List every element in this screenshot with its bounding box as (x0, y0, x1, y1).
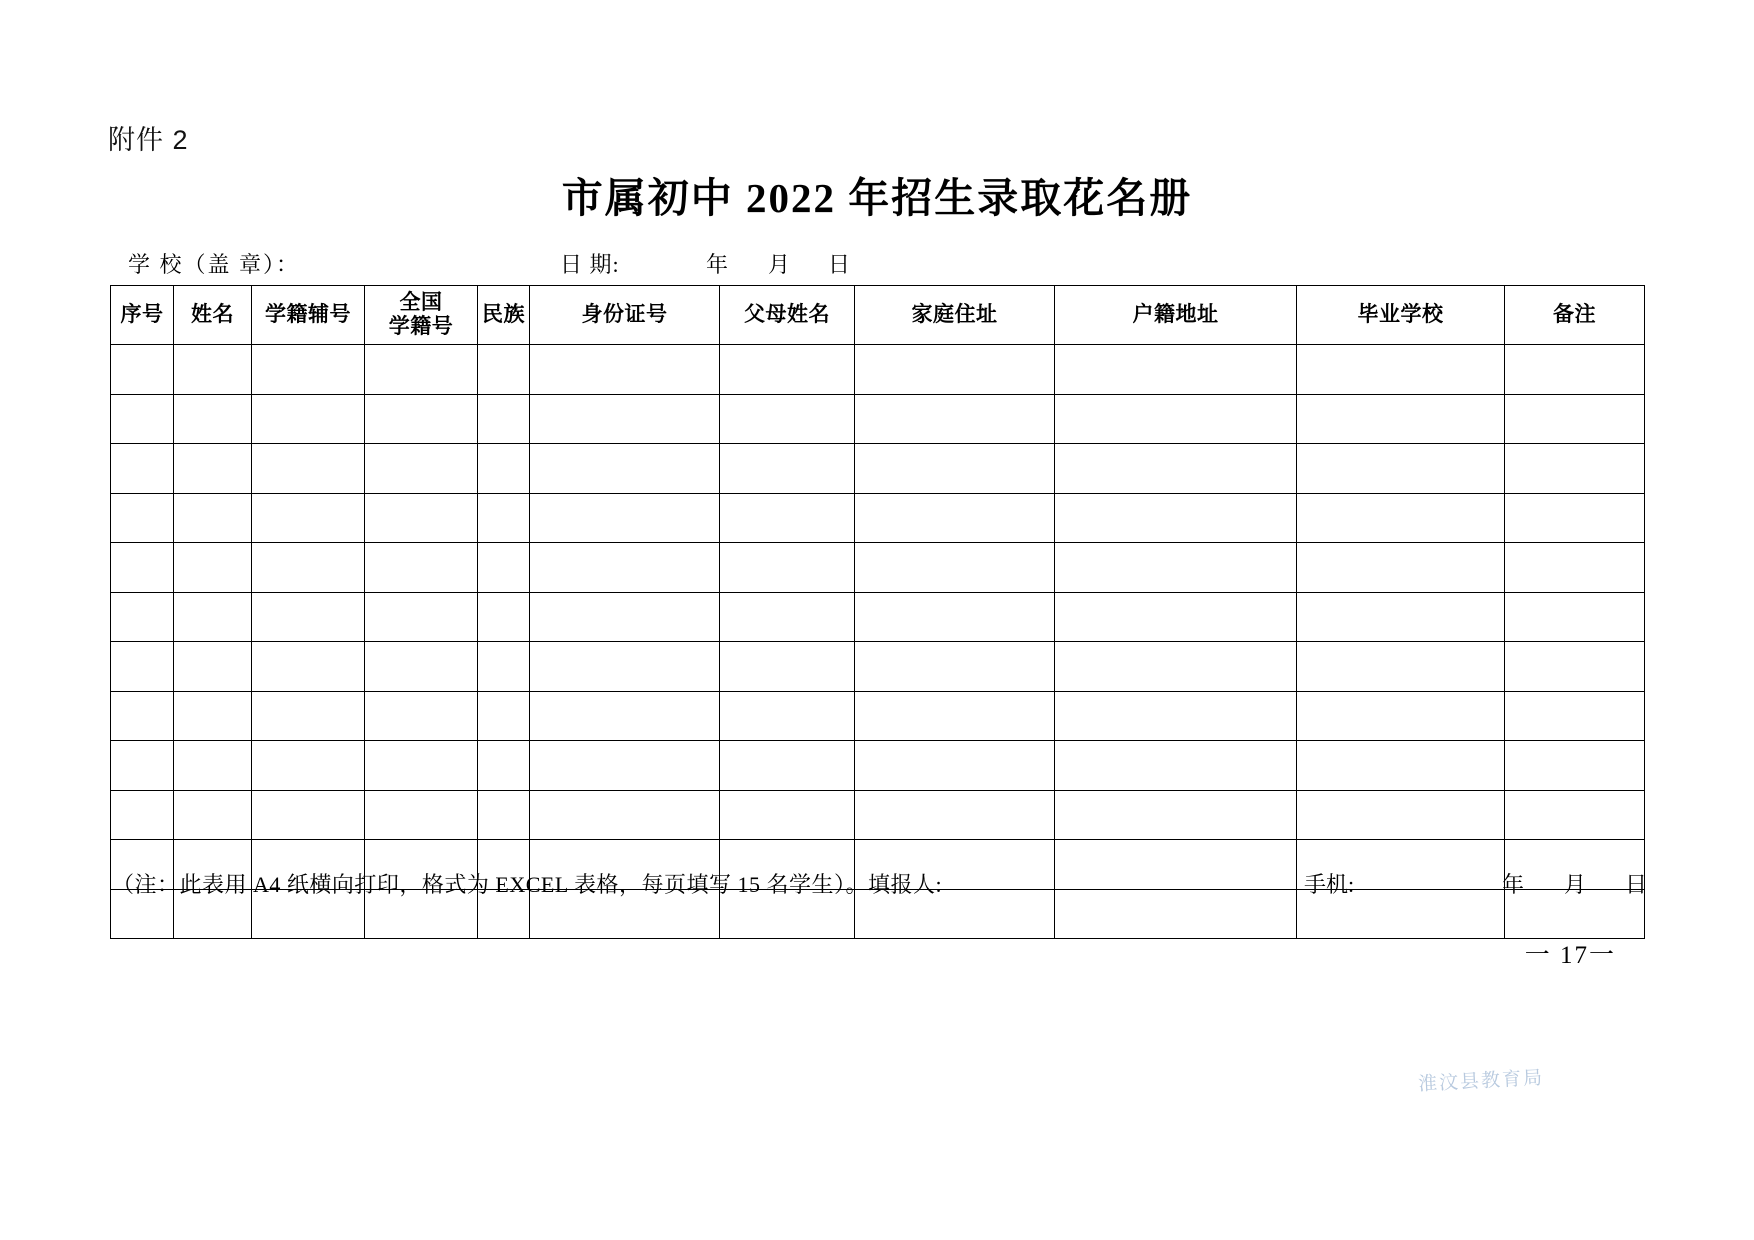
table-cell[interactable] (252, 345, 365, 395)
table-cell[interactable] (1055, 691, 1297, 741)
table-cell[interactable] (1505, 642, 1645, 692)
table-cell[interactable] (855, 444, 1055, 494)
table-row (111, 444, 1645, 494)
column-header-home-address: 家庭住址 (855, 286, 1055, 345)
school-seal-label: 学 校（盖 章）： (128, 252, 301, 277)
table-cell[interactable] (252, 691, 365, 741)
table-cell[interactable] (365, 691, 478, 741)
table-cell[interactable] (1055, 493, 1297, 543)
table-cell[interactable] (1055, 790, 1297, 840)
table-cell[interactable] (365, 394, 478, 444)
table-cell[interactable] (855, 394, 1055, 444)
table-cell[interactable] (111, 444, 174, 494)
table-cell[interactable] (252, 493, 365, 543)
table-cell[interactable] (174, 691, 252, 741)
date-label: 日 期: (560, 252, 620, 277)
table-cell[interactable] (855, 642, 1055, 692)
table-cell[interactable] (365, 741, 478, 791)
table-cell[interactable] (174, 444, 252, 494)
table-cell[interactable] (855, 790, 1055, 840)
table-cell[interactable] (111, 691, 174, 741)
table-cell[interactable] (530, 543, 720, 593)
table-cell[interactable] (1297, 691, 1505, 741)
table-cell[interactable] (1297, 741, 1505, 791)
table-cell[interactable] (111, 592, 174, 642)
table-cell[interactable] (530, 493, 720, 543)
table-cell[interactable] (111, 394, 174, 444)
column-header-parent-name: 父母姓名 (720, 286, 855, 345)
table-row (111, 394, 1645, 444)
table-cell[interactable] (855, 741, 1055, 791)
table-cell[interactable] (1055, 444, 1297, 494)
footnote-phone-label: 手机: (1304, 872, 1355, 897)
table-cell[interactable] (365, 642, 478, 692)
table-cell[interactable] (1505, 444, 1645, 494)
table-cell[interactable] (720, 790, 855, 840)
table-row (111, 345, 1645, 395)
table-cell[interactable] (111, 790, 174, 840)
table-cell[interactable] (174, 394, 252, 444)
column-header-graduated-school: 毕业学校 (1297, 286, 1505, 345)
table-cell[interactable] (530, 394, 720, 444)
table-row (111, 790, 1645, 840)
table-cell[interactable] (530, 790, 720, 840)
table-cell[interactable] (1505, 592, 1645, 642)
table-cell[interactable] (720, 444, 855, 494)
table-cell[interactable] (478, 741, 530, 791)
table-cell[interactable] (174, 642, 252, 692)
table-cell[interactable] (478, 345, 530, 395)
table-cell[interactable] (1505, 493, 1645, 543)
column-header-student-sub-id: 学籍辅号 (252, 286, 365, 345)
page-number: 一 17一 (1524, 942, 1616, 969)
table-cell[interactable] (174, 741, 252, 791)
table-cell[interactable] (365, 493, 478, 543)
table-cell[interactable] (1055, 543, 1297, 593)
table-cell[interactable] (530, 345, 720, 395)
attachment-label: 附件 2 (108, 125, 189, 155)
table-cell[interactable] (478, 691, 530, 741)
table-cell[interactable] (1297, 444, 1505, 494)
table-cell[interactable] (1505, 543, 1645, 593)
table-cell[interactable] (1505, 345, 1645, 395)
table-row (111, 592, 1645, 642)
table-cell[interactable] (111, 543, 174, 593)
table-cell[interactable] (720, 345, 855, 395)
table-cell[interactable] (1055, 741, 1297, 791)
roster-table-body (111, 345, 1648, 939)
table-cell[interactable] (720, 741, 855, 791)
table-cell[interactable] (1055, 394, 1297, 444)
table-cell[interactable] (478, 493, 530, 543)
table-cell[interactable] (365, 790, 478, 840)
table-cell[interactable] (530, 691, 720, 741)
table-row (111, 741, 1645, 791)
table-cell[interactable] (174, 493, 252, 543)
table-cell[interactable] (720, 642, 855, 692)
table-cell[interactable] (530, 444, 720, 494)
table-cell[interactable] (1297, 394, 1505, 444)
table-cell[interactable] (530, 741, 720, 791)
footnote-day-unit: 日 (1625, 872, 1648, 897)
footnote-row (112, 868, 1652, 900)
table-cell[interactable] (1297, 543, 1505, 593)
watermark: 淮汶县教育局 (1417, 1067, 1545, 1096)
column-header-national-student-id: 全国 学籍号 (365, 286, 478, 345)
table-cell[interactable] (720, 493, 855, 543)
table-cell[interactable] (478, 543, 530, 593)
table-cell[interactable] (252, 592, 365, 642)
table-cell[interactable] (1055, 642, 1297, 692)
table-row (111, 691, 1645, 741)
table-cell[interactable] (252, 642, 365, 692)
table-cell[interactable] (478, 444, 530, 494)
table-cell[interactable] (174, 345, 252, 395)
column-header-index: 序号 (111, 286, 174, 345)
table-cell[interactable] (365, 592, 478, 642)
table-cell[interactable] (365, 345, 478, 395)
column-header-id-number: 身份证号 (530, 286, 720, 345)
table-cell[interactable] (252, 444, 365, 494)
table-cell[interactable] (252, 790, 365, 840)
table-cell[interactable] (1297, 493, 1505, 543)
column-header-ethnicity: 民族 (478, 286, 530, 345)
table-header-row (111, 286, 1645, 345)
table-cell[interactable] (174, 592, 252, 642)
date-year-unit: 年 (706, 252, 729, 277)
table-row (111, 493, 1645, 543)
roster-table (110, 285, 1648, 939)
table-cell[interactable] (252, 394, 365, 444)
table-cell[interactable] (720, 592, 855, 642)
table-cell[interactable] (1297, 790, 1505, 840)
table-cell[interactable] (478, 642, 530, 692)
table-cell[interactable] (111, 642, 174, 692)
table-cell[interactable] (111, 493, 174, 543)
footnote-month-unit: 月 (1564, 872, 1587, 897)
table-row (111, 642, 1645, 692)
table-cell[interactable] (1505, 741, 1645, 791)
table-cell[interactable] (855, 592, 1055, 642)
table-cell[interactable] (111, 345, 174, 395)
date-day-unit: 日 (828, 252, 851, 277)
page-title: 市属初中 2022 年招生录取花名册 (561, 175, 1193, 221)
table-cell[interactable] (1055, 345, 1297, 395)
table-cell[interactable] (855, 493, 1055, 543)
column-header-registered-address: 户籍地址 (1055, 286, 1297, 345)
table-cell[interactable] (252, 741, 365, 791)
table-cell[interactable] (1297, 345, 1505, 395)
table-cell[interactable] (174, 790, 252, 840)
footnote-note: （注：此表用 A4 纸横向打印，格式为 EXCEL 表格，每页填写 15 名学生）。填报人: (112, 872, 943, 897)
table-cell[interactable] (111, 741, 174, 791)
table-cell[interactable] (1297, 592, 1505, 642)
table-cell[interactable] (478, 394, 530, 444)
table-cell[interactable] (365, 543, 478, 593)
column-header-remarks: 备注 (1505, 286, 1645, 345)
table-cell[interactable] (855, 691, 1055, 741)
table-cell[interactable] (252, 543, 365, 593)
table-cell[interactable] (365, 444, 478, 494)
table-cell[interactable] (478, 592, 530, 642)
table-cell[interactable] (1505, 790, 1645, 840)
table-cell[interactable] (1297, 642, 1505, 692)
table-cell[interactable] (720, 691, 855, 741)
date-month-unit: 月 (768, 252, 791, 277)
table-cell[interactable] (478, 790, 530, 840)
table-cell[interactable] (1055, 592, 1297, 642)
table-cell[interactable] (174, 543, 252, 593)
table-cell[interactable] (720, 543, 855, 593)
form-meta-row (128, 248, 1628, 278)
table-cell[interactable] (1505, 691, 1645, 741)
table-cell[interactable] (720, 394, 855, 444)
table-row (111, 543, 1645, 593)
table-cell[interactable] (530, 592, 720, 642)
table-cell[interactable] (855, 345, 1055, 395)
table-cell[interactable] (1505, 394, 1645, 444)
column-header-name: 姓名 (174, 286, 252, 345)
table-cell[interactable] (530, 642, 720, 692)
table-cell[interactable] (855, 543, 1055, 593)
footnote-year-unit: 年 (1502, 872, 1525, 897)
